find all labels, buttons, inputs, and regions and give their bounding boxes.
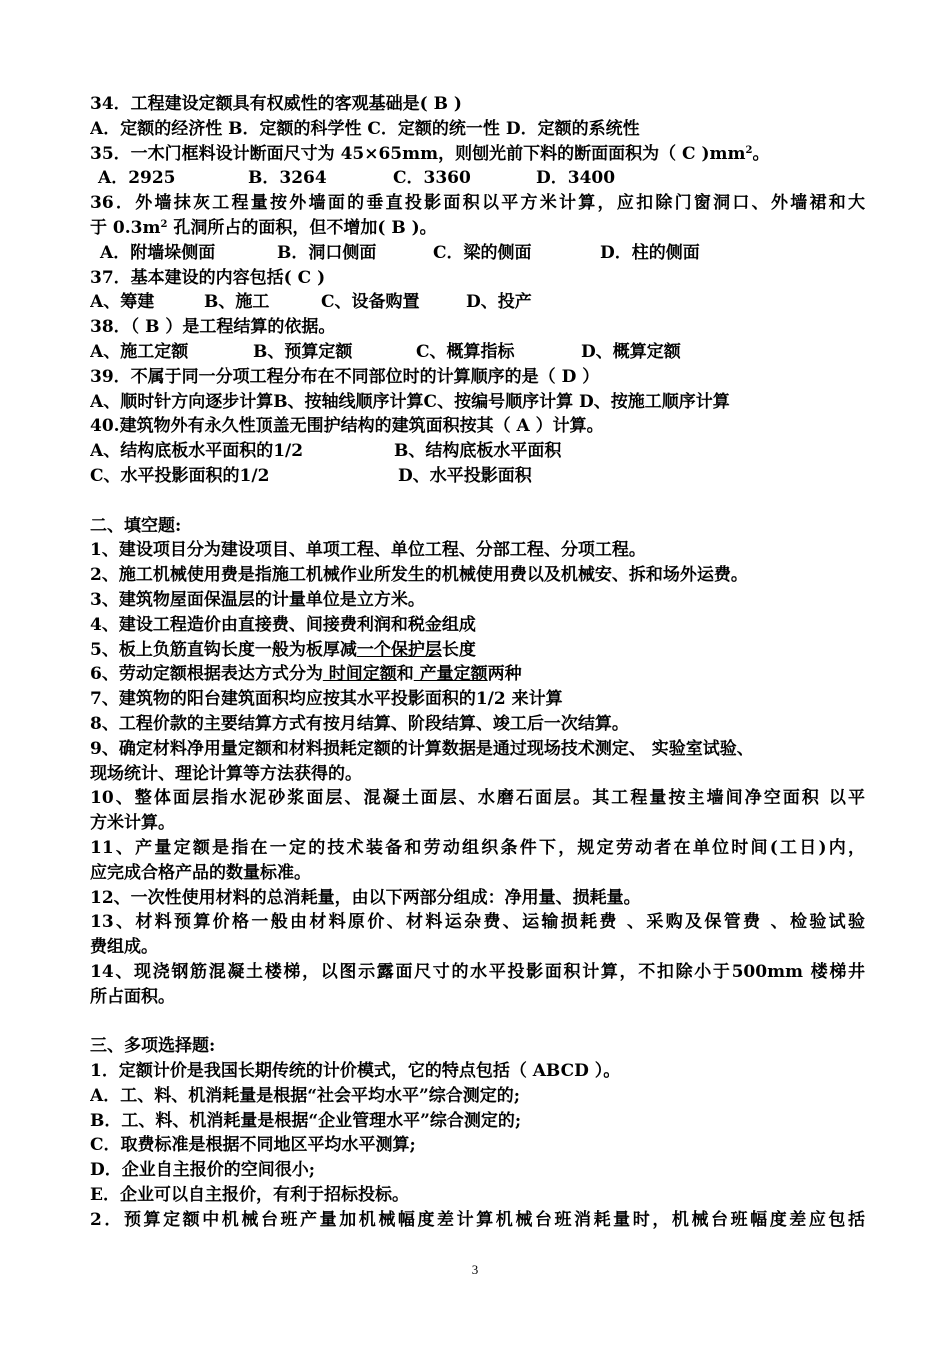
fill-text: 6、劳动定额根据表达方式分为 bbox=[90, 664, 323, 685]
multi-option-a: A．工、料、机消耗量是根据“社会平均水平”综合测定的; bbox=[90, 1085, 521, 1106]
fill-item-9-line-1: 9、确定材料净用量定额和材料损耗定额的计算数据是通过现场技术测定、 实验室试验、 bbox=[90, 738, 754, 759]
multi-option-b: B．工、料、机消耗量是根据“企业管理水平”综合测定的; bbox=[90, 1110, 522, 1131]
fill-text: 和 bbox=[396, 664, 414, 685]
option-a: A、结构底板水平面积的1/2 bbox=[90, 441, 304, 462]
option-c: C．3360 bbox=[393, 168, 471, 189]
fill-item-11-line-1: 11、产量定额是指在一定的技术装备和劳动组织条件下，规定劳动者在单位时间(工日)内， bbox=[90, 837, 865, 858]
superscript: 2 bbox=[160, 218, 168, 230]
option-d: D、概算定额 bbox=[581, 341, 681, 362]
fill-item-12: 12、一次性使用材料的总消耗量，由以下两部分组成：净用量、损耗量。 bbox=[90, 887, 641, 908]
option-d: D、投产 bbox=[466, 292, 532, 313]
fill-answer: 时间定额 bbox=[322, 664, 397, 685]
fill-text: 长度 bbox=[441, 639, 476, 660]
question-34-options: A．定额的经济性 B．定额的科学性 C．定额的统一性 D．定额的系统性 bbox=[90, 118, 640, 139]
fill-item-10-line-1: 10、整体面层指水泥砂浆面层、混凝土面层、水磨石面层。其工程量按主墙间净空面积 以平 bbox=[90, 788, 865, 809]
question-40: 40.建筑物外有永久性顶盖无围护结构的建筑面积按其（ A ）计算。 bbox=[90, 416, 604, 437]
fill-item-9-line-2: 现场统计、理论计算等方法获得的。 bbox=[90, 763, 362, 784]
option-b: B．洞口侧面 bbox=[277, 242, 377, 263]
fill-item-1: 1、建设项目分为建设项目、单项工程、单位工程、分部工程、分项工程。 bbox=[90, 540, 646, 561]
fill-item-3: 3、建筑物屋面保温层的计量单位是立方米。 bbox=[90, 589, 425, 610]
spacer bbox=[90, 489, 865, 514]
fill-item-6 bbox=[90, 662, 865, 687]
question-40-options-row-1 bbox=[90, 439, 865, 464]
question-38-options bbox=[90, 340, 865, 365]
option-b: B．3264 bbox=[248, 168, 327, 189]
fill-text: 两种 bbox=[487, 664, 522, 685]
section-heading-multiple-choice: 三、多项选择题: bbox=[90, 1036, 216, 1057]
question-39: 39．不属于同一分项工程分布在不同部位时的计算顺序的是（ D ） bbox=[90, 366, 600, 387]
fill-item-10-line-2: 方米计算。 bbox=[90, 813, 175, 834]
fill-item-13-line-2: 费组成。 bbox=[90, 937, 158, 958]
question-39-options: A、顺时针方向逐步计算B、按轴线顺序计算C、按编号顺序计算 D、按施工顺序计算 bbox=[90, 391, 730, 412]
question-36-line-2 bbox=[90, 216, 865, 241]
question-36-line-1: 36．外墙抹灰工程量按外墙面的垂直投影面积以平方米计算，应扣除门窗洞口、外墙裙和大 bbox=[90, 193, 865, 214]
fill-answer: 一个保护层 bbox=[356, 639, 442, 660]
fill-item-14-line-2: 所占面积。 bbox=[90, 986, 175, 1007]
fill-item-4: 4、建设工程造价由直接费、间接费利润和税金组成 bbox=[90, 614, 476, 635]
fill-item-11-line-2: 应完成合格产品的数量标准。 bbox=[90, 862, 311, 883]
question-36-options bbox=[90, 241, 865, 266]
spacer bbox=[90, 1009, 865, 1034]
question-37: 37．基本建设的内容包括( C ) bbox=[90, 267, 326, 288]
option-c: C、概算指标 bbox=[416, 341, 515, 362]
fill-text: 5、板上负筋直钩长度一般为板厚减 bbox=[90, 639, 357, 660]
option-d: D、水平投影面积 bbox=[398, 465, 532, 486]
question-35 bbox=[90, 142, 865, 167]
option-d: D．3400 bbox=[536, 168, 616, 189]
fill-item-2: 2、施工机械使用费是指施工机械作业所发生的机械使用费以及机械安、拆和场外运费。 bbox=[90, 565, 748, 586]
option-c: C、水平投影面积的1/2 bbox=[90, 465, 270, 486]
superscript: 2 bbox=[745, 144, 753, 156]
question-36-end: 孔洞所占的面积，但不增加( B )。 bbox=[167, 217, 437, 238]
option-c: C．梁的侧面 bbox=[433, 242, 532, 263]
option-b: B、施工 bbox=[204, 292, 270, 313]
question-35-options bbox=[90, 166, 865, 191]
document-body bbox=[90, 92, 865, 1233]
option-a: A．2925 bbox=[98, 168, 176, 189]
fill-item-5 bbox=[90, 638, 865, 663]
fill-item-14-line-1: 14、现浇钢筋混凝土楼梯，以图示露面尺寸的水平投影面积计算，不扣除小于500mm 楼梯井 bbox=[90, 961, 865, 982]
question-36-text: 于 0.3m bbox=[90, 217, 161, 238]
page-number: 3 bbox=[471, 1262, 479, 1277]
question-40-options-row-2 bbox=[90, 464, 865, 489]
section-heading-fill-in: 二、填空题: bbox=[90, 515, 182, 536]
multi-question-1: 1．定额计价是我国长期传统的计价模式，它的特点包括（ ABCD ）。 bbox=[90, 1061, 621, 1082]
multi-option-c: C．取费标准是根据不同地区平均水平测算; bbox=[90, 1135, 416, 1156]
fill-item-7: 7、建筑物的阳台建筑面积均应按其水平投影面积的1/2 来计算 bbox=[90, 689, 563, 710]
fill-answer: 产量定额 bbox=[413, 664, 488, 685]
multi-option-d: D．企业自主报价的空间很小; bbox=[90, 1160, 316, 1181]
option-d: D．柱的侧面 bbox=[600, 242, 700, 263]
option-a: A．附墙垛侧面 bbox=[100, 242, 216, 263]
fill-item-13-line-1: 13、材料预算价格一般由材料原价、材料运杂费、运输损耗费 、采购及保管费 、检验试验 bbox=[90, 912, 865, 933]
option-c: C、设备购置 bbox=[321, 292, 420, 313]
question-37-options bbox=[90, 290, 865, 315]
multi-question-2: 2．预算定额中机械台班产量加机械幅度差计算机械台班消耗量时，机械台班幅度差应包括 bbox=[90, 1209, 865, 1230]
option-a: A、施工定额 bbox=[90, 341, 189, 362]
question-34: 34．工程建设定额具有权威性的客观基础是( B ) bbox=[90, 94, 462, 114]
option-b: B、预算定额 bbox=[253, 341, 353, 362]
question-35-text: 35．一木门框料设计断面尺寸为 45×65mm，则刨光前下料的断面面积为（ C )mm bbox=[90, 143, 746, 164]
question-38: 38．（ B ）是工程结算的依据。 bbox=[90, 317, 336, 338]
fill-item-8: 8、工程价款的主要结算方式有按月结算、阶段结算、竣工后一次结算。 bbox=[90, 713, 629, 734]
multi-option-e: E．企业可以自主报价，有利于招标投标。 bbox=[90, 1185, 409, 1206]
option-a: A、筹建 bbox=[90, 292, 155, 313]
question-35-end: 。 bbox=[752, 143, 770, 164]
option-b: B、结构底板水平面积 bbox=[394, 441, 562, 462]
